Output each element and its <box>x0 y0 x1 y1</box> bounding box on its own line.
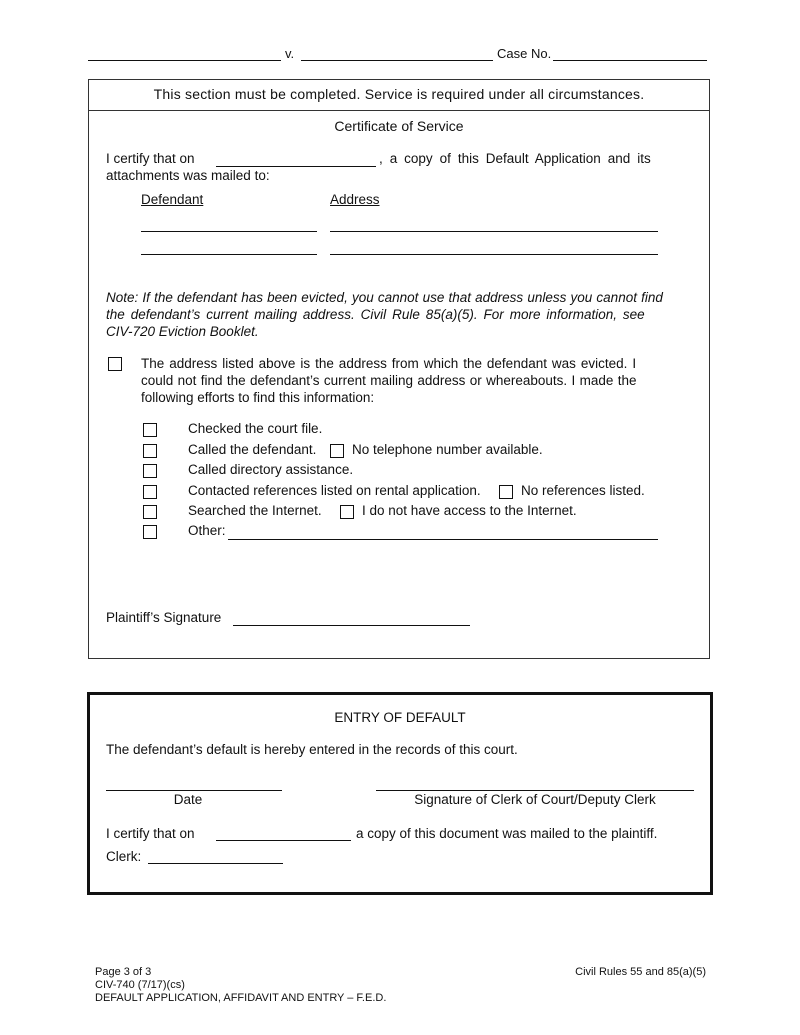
no-telephone-label: No telephone number available. <box>352 442 543 457</box>
evicted-statement <box>141 355 694 406</box>
mailing-date-field[interactable] <box>216 166 376 167</box>
entry-statement: The defendant’s default is hereby entered in the records of this court. <box>106 742 518 757</box>
effort-label-other: Other: <box>188 523 226 538</box>
entry-date-label: Date <box>173 792 203 807</box>
footer-left <box>95 966 386 1005</box>
no-internet-checkbox[interactable] <box>340 505 354 519</box>
footer-page: Page 3 of 3 <box>95 966 152 978</box>
clerk-label: Clerk: <box>106 849 142 864</box>
other-effort-field[interactable] <box>228 539 658 540</box>
effort-checkbox-internet[interactable] <box>143 505 157 519</box>
footer-rules: Civil Rules 55 and 85(a)(5) <box>575 966 706 978</box>
no-references-label: No references listed. <box>521 483 645 498</box>
defendant-name-line-2[interactable] <box>141 254 317 255</box>
case-no-field[interactable] <box>553 60 707 61</box>
effort-label-directory: Called directory assistance. <box>188 462 354 477</box>
evicted-line-3: following efforts to find this information: <box>141 390 375 405</box>
no-internet-label: I do not have access to the Internet. <box>362 503 577 518</box>
certify-line2: attachments was mailed to: <box>106 168 270 183</box>
effort-label-called-defendant: Called the defendant. <box>188 442 317 457</box>
case-no-label: Case No. <box>497 46 552 61</box>
effort-checkbox-court-file[interactable] <box>143 423 157 437</box>
note-line-3: CIV-720 Eviction Booklet. <box>106 324 259 339</box>
footer-form-id: CIV-740 (7/17)(cs) <box>95 979 185 991</box>
plaintiff-name-field[interactable] <box>88 60 281 61</box>
plaintiff-signature-label: Plaintiff’s Signature <box>106 610 222 625</box>
clerk-signature-label: Signature of Clerk of Court/Deputy Clerk <box>414 792 656 807</box>
plaintiff-signature-field[interactable] <box>233 625 470 626</box>
clerk-name-field[interactable] <box>148 863 283 864</box>
entry-date-field[interactable] <box>106 790 282 791</box>
defendant-address-line-1[interactable] <box>330 231 658 232</box>
col-address: Address <box>330 192 380 207</box>
certify-prefix: I certify that on <box>106 151 195 166</box>
entry-title: ENTRY OF DEFAULT <box>334 710 466 725</box>
defendant-address-line-2[interactable] <box>330 254 658 255</box>
service-notice: This section must be completed. Service is required under all circumstances. <box>153 86 645 102</box>
evicted-address-checkbox[interactable] <box>108 357 122 371</box>
effort-checkbox-other[interactable] <box>143 525 157 539</box>
entry-certify-prefix: I certify that on <box>106 826 195 841</box>
effort-label-internet: Searched the Internet. <box>188 503 322 518</box>
note-line-1: Note: If the defendant has been evicted, you cannot use that address unless you cannot find <box>106 290 663 305</box>
effort-label-court-file: Checked the court file. <box>188 421 323 436</box>
certify-suffix <box>379 151 694 166</box>
service-notice-header <box>89 80 709 111</box>
certify-suffix-text: , a copy of this Default Application and its <box>379 151 651 166</box>
versus-label: v. <box>285 46 295 61</box>
effort-label-references: Contacted references listed on rental application. <box>188 483 481 498</box>
clerk-signature-field[interactable] <box>376 790 694 791</box>
effort-checkbox-called-defendant[interactable] <box>143 444 157 458</box>
entry-mailing-date-field[interactable] <box>216 840 351 841</box>
col-defendant: Defendant <box>141 192 204 207</box>
defendant-name-field[interactable] <box>301 60 493 61</box>
eviction-note <box>106 289 694 340</box>
footer-form-title: DEFAULT APPLICATION, AFFIDAVIT AND ENTRY – F.E.D. <box>95 992 387 1004</box>
certificate-title: Certificate of Service <box>334 118 464 134</box>
evicted-line-1: The address listed above is the address from which the defendant was evicted. I <box>141 356 637 371</box>
note-line-2: the defendant’s current mailing address. Civil Rule 85(a)(5). For more information, see <box>106 307 645 322</box>
entry-certify-suffix: a copy of this document was mailed to the plaintiff. <box>356 826 658 841</box>
evicted-line-2: could not find the defendant’s current mailing address or whereabouts. I made the <box>141 373 637 388</box>
no-telephone-checkbox[interactable] <box>330 444 344 458</box>
no-references-checkbox[interactable] <box>499 485 513 499</box>
defendant-name-line-1[interactable] <box>141 231 317 232</box>
effort-checkbox-references[interactable] <box>143 485 157 499</box>
effort-checkbox-directory[interactable] <box>143 464 157 478</box>
